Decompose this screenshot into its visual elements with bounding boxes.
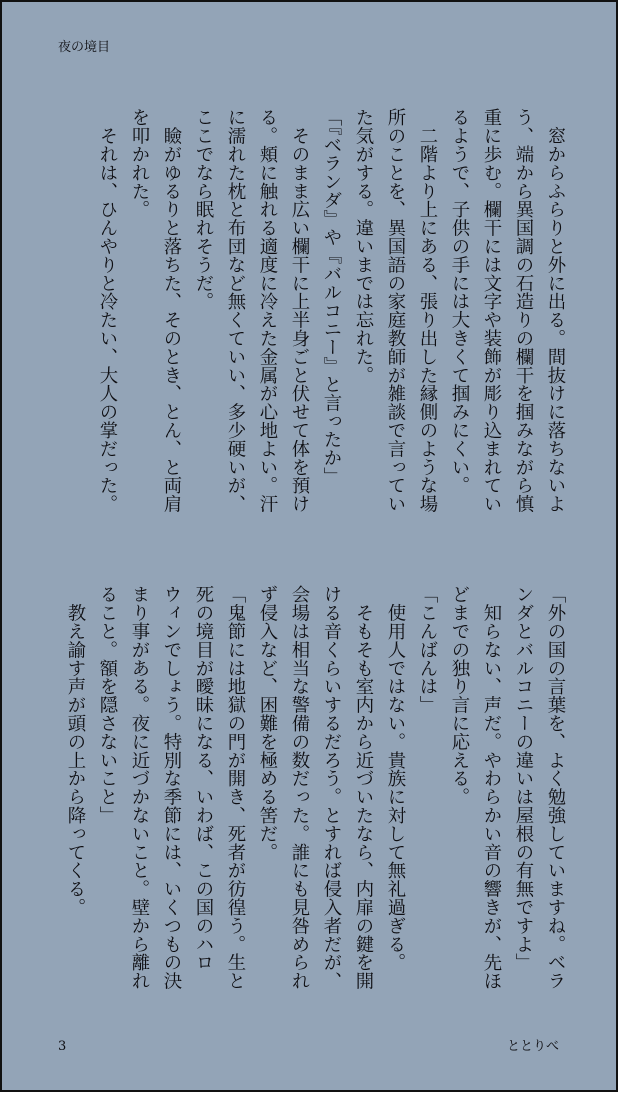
text-column: に濡れた枕と布団など無くていい、多少硬いが、	[225, 108, 246, 513]
text-column: 知らない、声だ。やわらかい音の響きが、先ほ	[481, 585, 502, 990]
text-column: 重に歩む。欄干には文字や装飾が彫り込まれてい	[481, 108, 502, 513]
text-column: ること。額を隠さないこと」	[97, 585, 118, 825]
text-column: た気がする。違いまでは忘れた。	[353, 108, 374, 384]
text-block-upper	[58, 108, 571, 528]
text-column: 死の境目が曖昧になる、いわば、この国のハロ	[193, 585, 214, 972]
text-column: 会場は相当な警備の数だった。誰にも見咎められ	[289, 585, 310, 990]
text-column: どまでの独り言に応える。	[449, 585, 470, 806]
text-column: 所のことを、異国語の家庭教師が雑談で言ってい	[385, 108, 406, 513]
text-column: ウィンでしょう。特別な季節には、いくつもの決	[161, 585, 182, 990]
text-column: 二階より上にある、張り出した縁側のような場	[417, 108, 438, 513]
text-column: まり事がある。夜に近づかないこと。壁から離れ	[129, 585, 150, 990]
text-column: 窓からふらりと外に出る。間抜けに落ちないよ	[545, 108, 566, 513]
text-column: 使用人ではない。貴族に対して無礼過ぎる。	[385, 585, 406, 972]
text-column: う、端から異国調の石造りの欄干を掴みながら慎	[513, 108, 534, 513]
text-column: 教え諭す声が頭の上から降ってくる。	[65, 585, 86, 917]
text-column: ず侵入など、困難を極める筈だ。	[257, 585, 278, 861]
text-column: そのまま広い欄干に上半身ごと伏せて体を預け	[289, 108, 310, 513]
author-name: ととりべ	[507, 1039, 560, 1054]
text-column: ンダとバルコニーの違いは屋根の有無ですよ」	[513, 585, 534, 972]
page-number: 3	[58, 1039, 67, 1054]
text-block-lower	[58, 585, 571, 990]
text-column: 瞼がゆるりと落ちた、そのとき、とん、と両肩	[161, 108, 182, 513]
text-column: 「外の国の言葉を、よく勉強していますね。ベラ	[545, 585, 566, 990]
text-column: ここでなら眠れそうだ。	[193, 108, 214, 311]
text-column: るようで、子供の手には大きくて掴みにくい。	[449, 108, 470, 495]
text-column: ける音くらいするだろう。とすれば侵入者だが、	[321, 585, 342, 990]
text-column: 「『ベランダ』や『バルコニー』と言ったか」	[321, 108, 342, 486]
text-column: そもそも室内から近づいたなら、内扉の鍵を開	[353, 585, 374, 990]
text-column: る。頬に触れる適度に冷えた金属が心地よい。汗	[257, 108, 278, 513]
text-column: それは、ひんやりと冷たい、大人の掌だった。	[97, 108, 118, 513]
running-title: 夜の境目	[58, 40, 111, 55]
text-column: 「鬼節には地獄の門が開き、死者が彷徨う。生と	[225, 585, 246, 990]
book-page	[2, 2, 616, 1090]
text-column: 「こんばんは」	[417, 585, 438, 714]
text-column: を叩かれた。	[129, 108, 150, 219]
